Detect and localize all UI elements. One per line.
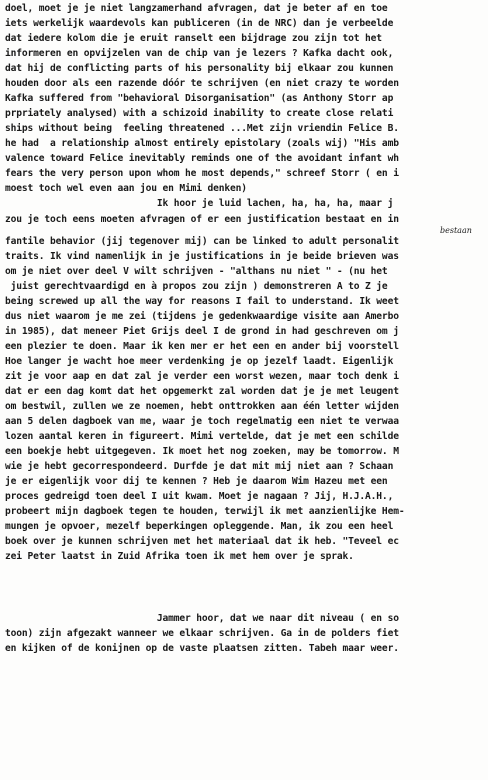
text-line: en kijken of de konijnen op de vaste plaatsen zitten. Tabeh maar weer. xyxy=(5,643,399,654)
text-line: een boekje hebt uitgegeven. Ik moet het nog zoeken, may be tomorrow. M xyxy=(5,446,399,457)
text-line: fantile behavior (jij tegenover mij) can be linked to adult personalit xyxy=(5,236,399,247)
text-line: Ik hoor je luid lachen, ha, ha, ha, maar j xyxy=(5,198,394,209)
text-line: proces gedreigd toen deel I uit kwam. Moet je nagaan ? Jij, H.J.A.H., xyxy=(5,491,394,502)
text-line: iets werkelijk waardevols kan publiceren (in de NRC) dan je verbeelde xyxy=(5,18,394,29)
text-line: wie je hebt gecorrespondeerd. Durfde je dat mit mij niet aan ? Schaan xyxy=(5,461,394,472)
text-line: probeert mijn dagboek tegen te houden, terwijl ik met aanzienlijke Hem- xyxy=(5,506,405,517)
text-line: om je niet over deel V wilt schrijven - "althans nu niet " - (nu het xyxy=(5,266,388,277)
text-line: ships without being feeling threatened ...Met zijn vriendin Felice B. xyxy=(5,123,399,134)
text-line: fears the very person upon whom he most depends," schreef Storr ( en i xyxy=(5,168,399,179)
text-line: mungen je opvoer, mezelf beperkingen opleggende. Man, ik zou een heel xyxy=(5,521,394,532)
text-line: houden door als een razende dóór te schrijven (en niet crazy te worden xyxy=(5,78,399,89)
text-line: moest toch wel even aan jou en Mimi denken) xyxy=(5,183,247,194)
text-line: dus niet waarom je me zei (tijdens je gedenkwaardige visite aan Amerbo xyxy=(5,311,399,322)
text-line: zou je toch eens moeten afvragen of er een justification bestaat en in xyxy=(5,214,399,225)
text-line: lozen aantal keren in figureert. Mimi vertelde, dat je met een schilde xyxy=(5,431,399,442)
text-line: om bestwil, zullen we ze noemen, hebt onttrokken aan één letter wijden xyxy=(5,401,399,412)
text-line: toon) zijn afgezakt wanneer we elkaar schrijven. Ga in de polders fiet xyxy=(5,628,399,639)
text-line: aan 5 delen dagboek van me, waar je toch regelmatig een niet te verwaa xyxy=(5,416,399,427)
text-line: traits. Ik vind namenlijk in je justifications in je beide brieven was xyxy=(5,251,399,262)
text-line: doel, moet je je niet langzamerhand afvragen, dat je beter af en toe xyxy=(5,3,388,14)
text-line: being screwed up all the way for reasons I fail to understand. Ik weet xyxy=(5,296,399,307)
text-line: Kafka suffered from "behavioral Disorganisation" (as Anthony Storr ap xyxy=(5,93,394,104)
text-line: juist gerechtvaardigd en à propos zou zijn ) demonstreren A to Z je xyxy=(5,281,388,292)
text-line: zei Peter laatst in Zuid Afrika toen ik met hem over je sprak. xyxy=(5,551,354,562)
text-line: een plezier te doen. Maar ik ken mer er het een en ander bij voorstell xyxy=(5,341,399,352)
text-line: prpriately analysed) with a schizoid inability to create close relati xyxy=(5,108,394,119)
text-line: valence toward Felice inevitably reminds one of the avoidant infant wh xyxy=(5,153,399,164)
text-line: boek over je kunnen schrijven met het materiaal dat ik heb. "Teveel ec xyxy=(5,536,399,547)
handwritten-correction: bestaan xyxy=(440,226,472,235)
text-line: je er eigenlijk voor dij te kennen ? Heb je daarom Wim Hazeu met een xyxy=(5,476,388,487)
text-line: dat iedere kolom die je eruit ranselt een bijdrage zou zijn tot het xyxy=(5,33,382,44)
text-line: Hoe langer je wacht hoe meer verdenking je op jezelf laadt. Eigenlijk xyxy=(5,356,394,367)
text-line: zit je voor aap en dat zal je verder een worst wezen, maar toch denk i xyxy=(5,371,399,382)
text-line: dat er een dag komt dat het opgemerkt zal worden dat je je met leugent xyxy=(5,386,399,397)
text-line: Jammer hoor, dat we naar dit niveau ( en so xyxy=(5,613,399,624)
text-line: he had a relationship almost entirely epistolary (zoals wij) "His amb xyxy=(5,138,399,149)
text-line: dat hij de conflicting parts of his personality bij elkaar zou kunnen xyxy=(5,63,394,74)
text-line: informeren en opvijzelen van de chip van je lezers ? Kafka dacht ook, xyxy=(5,48,394,59)
text-line: in 1985), dat meneer Piet Grijs deel I de grond in had geschreven om j xyxy=(5,326,399,337)
